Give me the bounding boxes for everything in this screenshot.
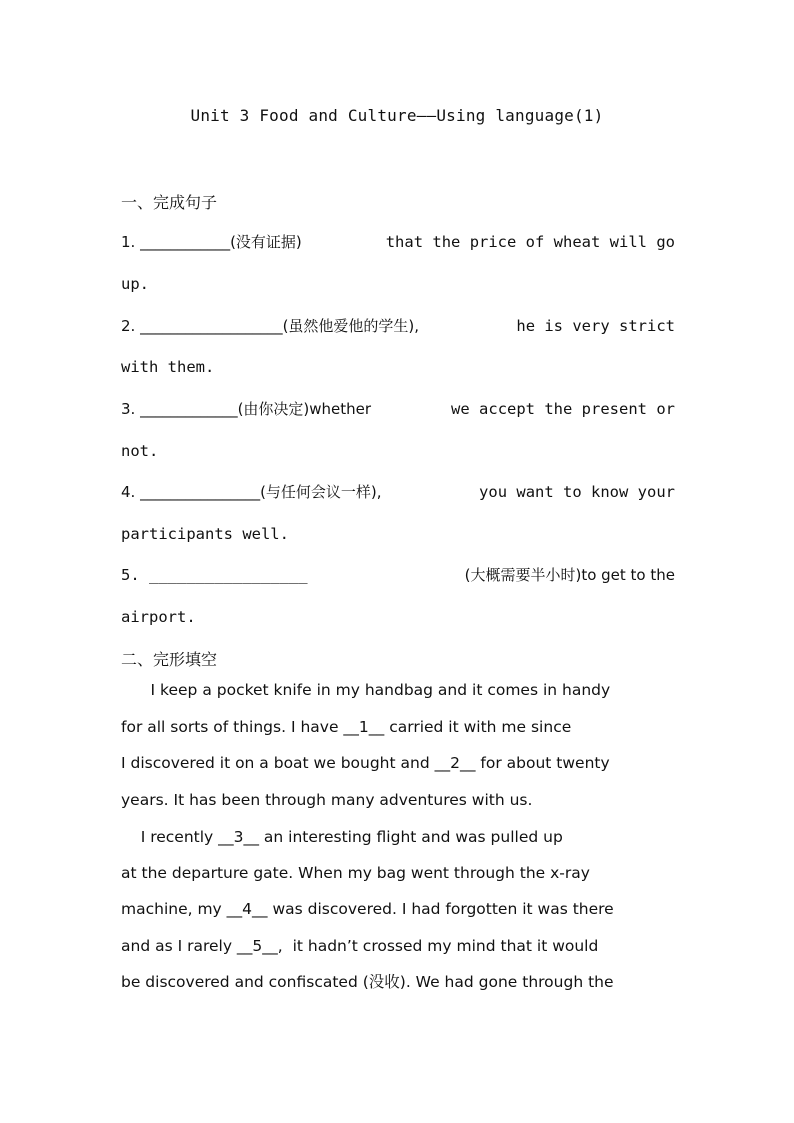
- section-heading-complete-sentences: 一、完成句子: [121, 193, 218, 212]
- sentence-item-5-prompt: 5. _________________: [121, 566, 308, 584]
- sentence-item-4-text: you want to know your: [479, 483, 675, 501]
- sentence-item-2-text: he is very strict: [516, 317, 675, 335]
- page-title: Unit 3 Food and Culture——Using language(1): [190, 106, 604, 125]
- cloze-paragraph-2-line-5: be discovered and confiscated (没收). We had gone through the: [121, 973, 614, 991]
- sentence-item-3-line2: not.: [121, 442, 159, 460]
- cloze-paragraph-2-line-2: at the departure gate. When my bag went through the x-ray: [121, 864, 590, 882]
- sentence-item-3-text: we accept the present or: [451, 400, 675, 418]
- cloze-paragraph-2-line-3: machine, my __4__ was discovered. I had forgotten it was there: [121, 900, 614, 918]
- sentence-item-5-line1: [121, 563, 675, 587]
- sentence-item-1-prompt: 1. ____________(没有证据): [121, 233, 302, 251]
- sentence-item-2-prompt: 2. ___________________(虽然他爱他的学生),: [121, 317, 420, 335]
- cloze-paragraph-1-line-1: I keep a pocket knife in my handbag and it comes in handy: [121, 681, 611, 699]
- sentence-item-5-text: (大概需要半小时)to get to the: [464, 566, 675, 584]
- cloze-paragraph-1-line-4: years. It has been through many adventures with us.: [121, 791, 533, 809]
- sentence-item-1-line1: [121, 230, 675, 254]
- cloze-paragraph-1-line-3: I discovered it on a boat we bought and __2__ for about twenty: [121, 754, 610, 772]
- sentence-item-1-line2: up.: [121, 275, 149, 293]
- sentence-item-4-line2: participants well.: [121, 525, 289, 543]
- sentence-item-4-line1: [121, 480, 675, 504]
- sentence-item-5-line2: airport.: [121, 608, 196, 626]
- section-heading-cloze: 二、完形填空: [121, 650, 218, 669]
- cloze-paragraph-2-line-1: I recently __3__ an interesting flight and was pulled up: [121, 828, 563, 846]
- sentence-item-1-text: that the price of wheat will go: [385, 233, 675, 251]
- sentence-item-2-line1: [121, 314, 675, 338]
- cloze-paragraph-1-line-2: for all sorts of things. I have __1__ carried it with me since: [121, 718, 572, 736]
- sentence-item-4-prompt: 4. ________________(与任何会议一样),: [121, 483, 382, 501]
- cloze-paragraph-2-line-4: and as I rarely __5__, it hadn’t crossed my mind that it would: [121, 937, 599, 955]
- sentence-item-3-line1: [121, 397, 675, 421]
- sentence-item-2-line2: with them.: [121, 358, 215, 376]
- sentence-item-3-prompt: 3. _____________(由你决定)whether: [121, 400, 372, 418]
